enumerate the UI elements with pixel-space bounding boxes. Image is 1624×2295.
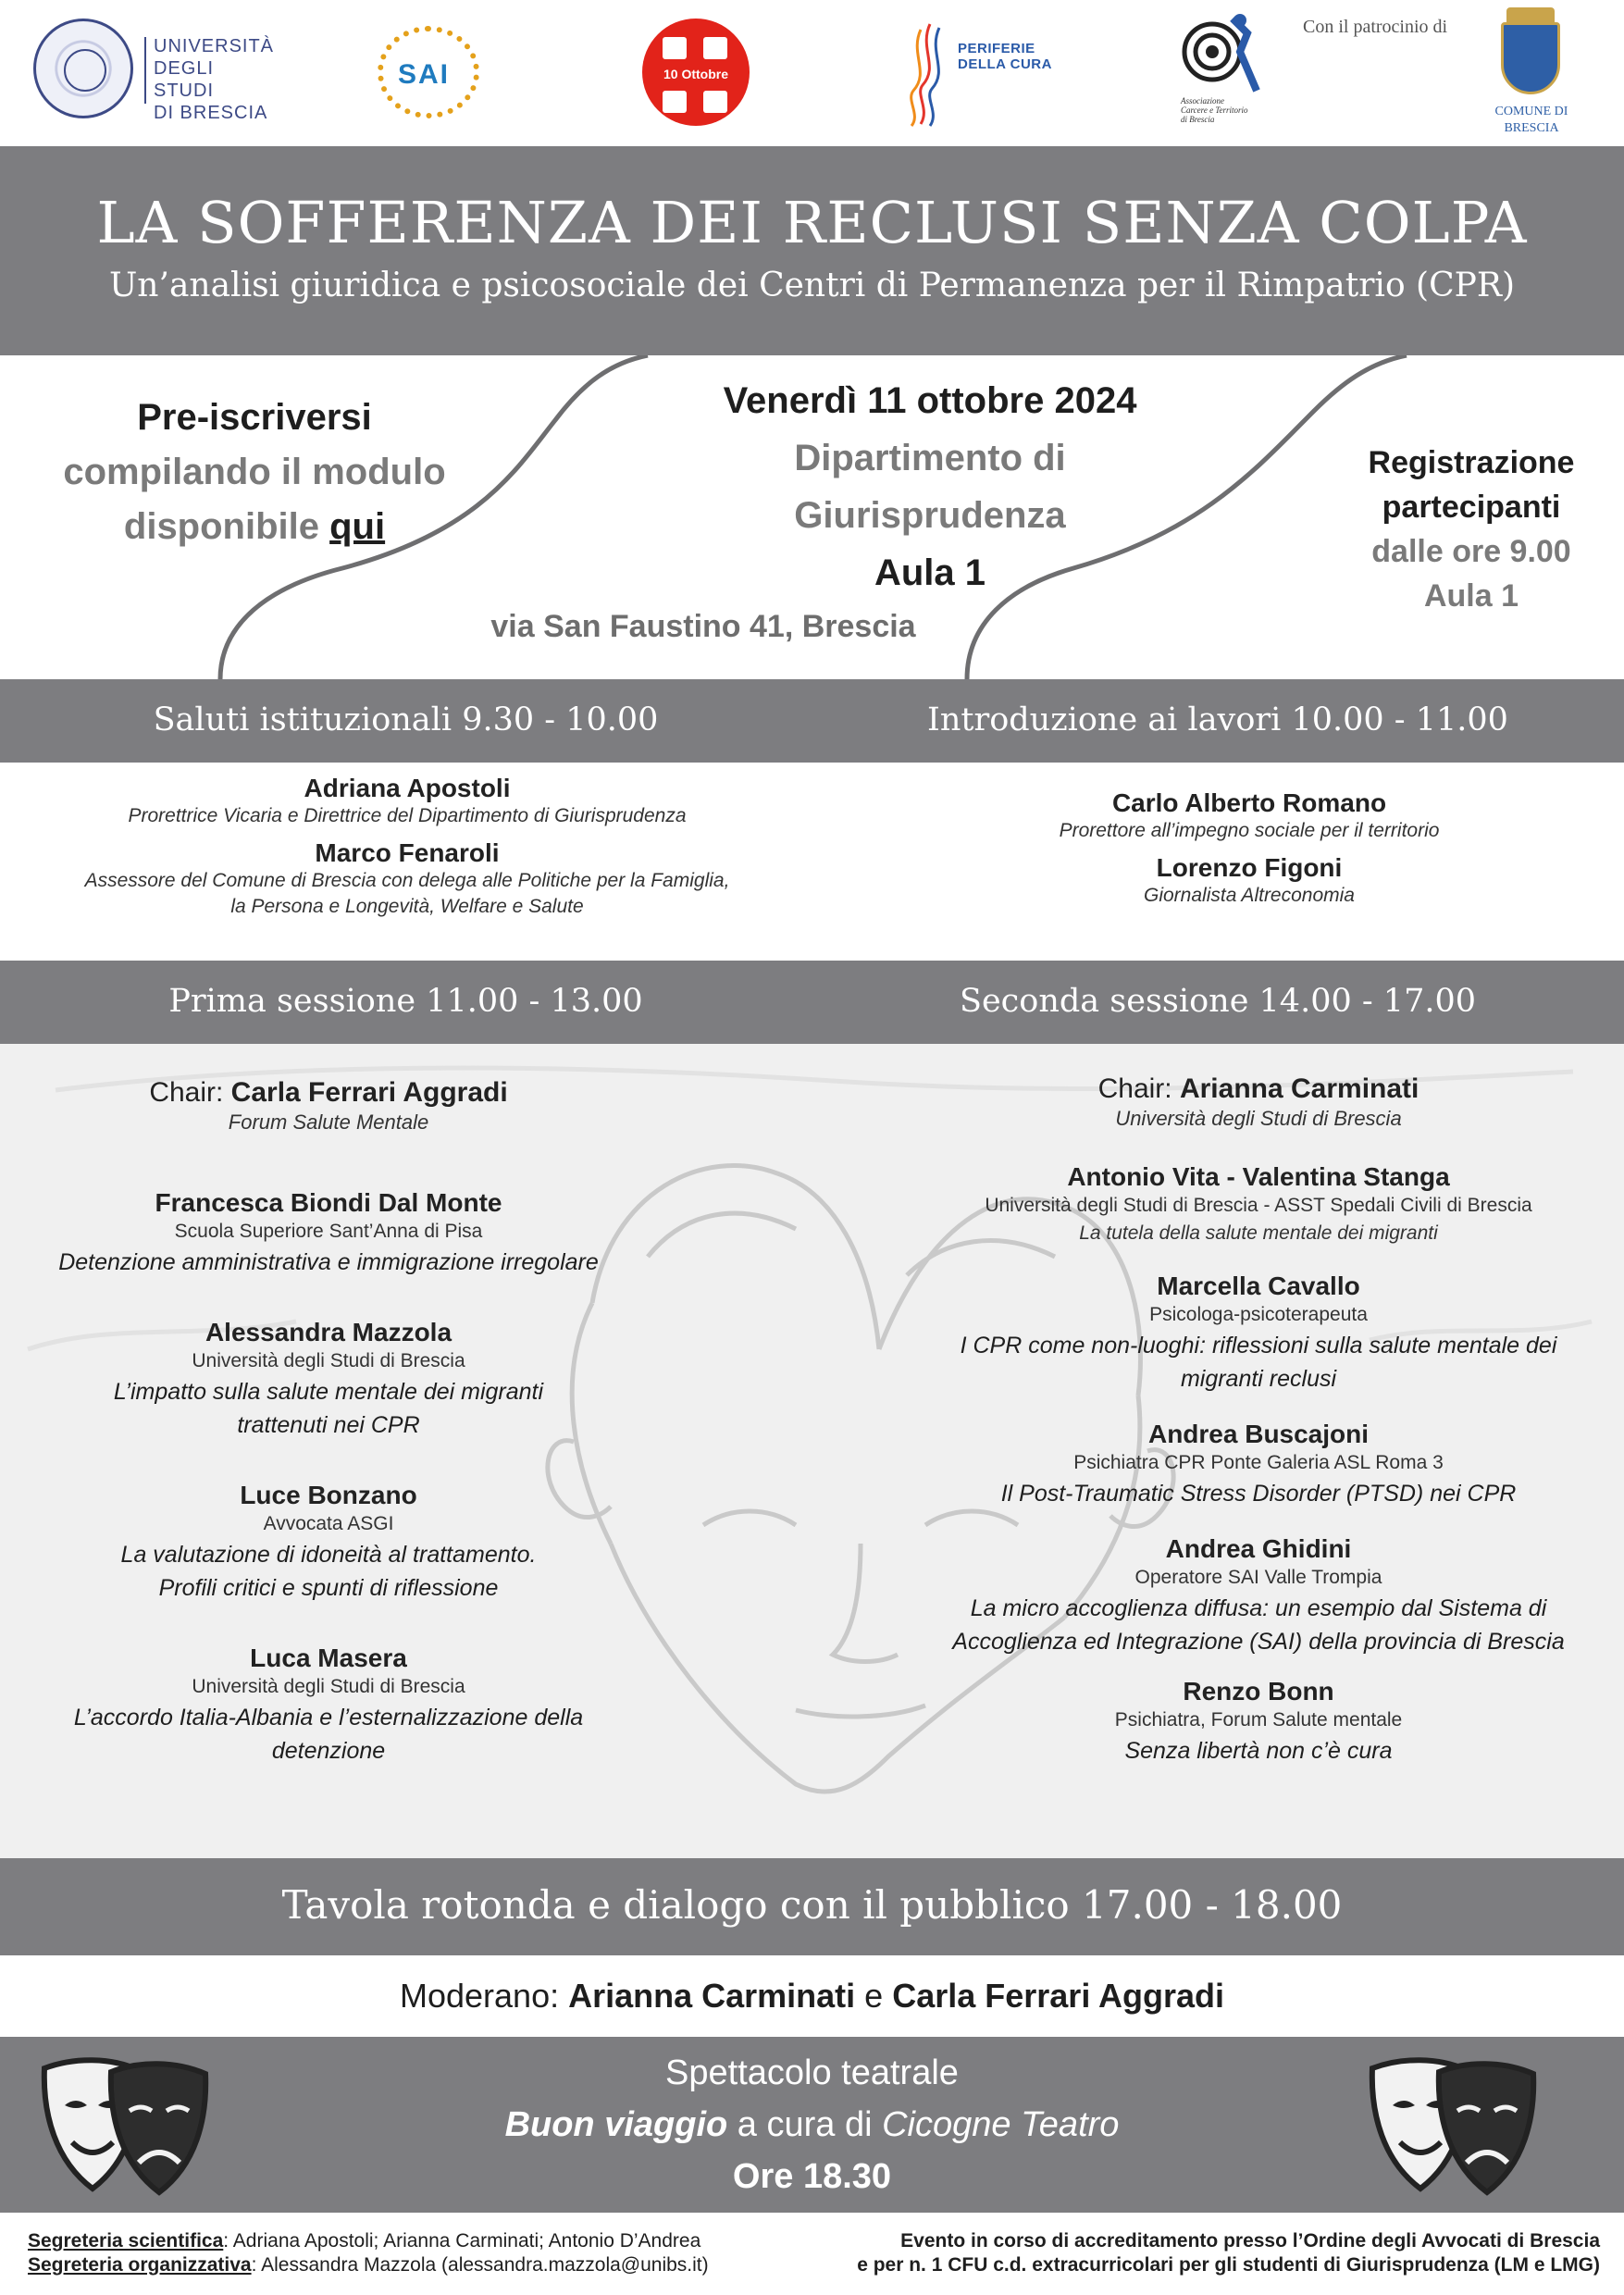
university-seal-icon bbox=[33, 19, 133, 118]
accreditation-line-2: e per n. 1 CFU c.d. extracurricolari per gli studenti di Giurisprudenza (LM e LMG) bbox=[857, 2254, 1600, 2276]
chair-name: Carla Ferrari Aggradi bbox=[230, 1077, 508, 1108]
carcere-line-2: Carcere e Territorio bbox=[1181, 105, 1248, 115]
speaker-affiliation: Giornalista Altreconomia bbox=[1144, 885, 1355, 906]
show-title: Buon viaggio bbox=[504, 2105, 728, 2144]
theatre-heading: Spettacolo teatrale bbox=[665, 2053, 959, 2092]
speaker-role: Operatore SAI Valle Trompia bbox=[1134, 1567, 1382, 1588]
periferie-text bbox=[958, 41, 1052, 72]
event-date: Venerdì 11 ottobre 2024 bbox=[723, 380, 1137, 421]
chair-affiliation: Università degli Studi di Brescia bbox=[1115, 1107, 1402, 1130]
scientific-value: : Adriana Apostoli; Arianna Carminati; Antonio D’Andrea bbox=[223, 2230, 701, 2252]
round-table-heading: Tavola rotonda e dialogo con il pubblico 17.00 - 18.00 bbox=[281, 1882, 1343, 1928]
comune-line-1: COMUNE DI bbox=[1494, 105, 1568, 118]
unibs-logo bbox=[33, 19, 275, 123]
organizing-value: : Alessandra Mazzola (alessandra.mazzola@unibs.it) bbox=[251, 2254, 709, 2276]
moderator-name: Carla Ferrari Aggradi bbox=[892, 1977, 1224, 2015]
band-sessions bbox=[0, 961, 1624, 1044]
ten-october-logo bbox=[642, 19, 750, 126]
accreditation-line-1: Evento in corso di accreditamento presso l’Ordine degli Avvocati di Brescia bbox=[900, 2230, 1600, 2252]
ten-october-icon bbox=[663, 91, 687, 113]
sessions-area bbox=[0, 1044, 1624, 1858]
speaker-role: Avvocata ASGI bbox=[263, 1513, 394, 1534]
speaker-name: Marco Fenaroli bbox=[315, 838, 500, 867]
chair-label: Chair: bbox=[1097, 1073, 1180, 1104]
scientific-label: Segreteria scientifica bbox=[28, 2230, 224, 2252]
list-item bbox=[37, 1318, 620, 1442]
talk-title: La tutela della salute mentale dei migranti bbox=[1079, 1222, 1438, 1244]
chair-name: Arianna Carminati bbox=[1179, 1073, 1419, 1104]
session1-list bbox=[37, 1077, 620, 1768]
comune-text bbox=[1484, 104, 1579, 137]
speaker-role: Università degli Studi di Brescia bbox=[192, 1350, 465, 1371]
periferie-line-2: DELLA CURA bbox=[958, 56, 1052, 72]
comune-line-2: BRESCIA bbox=[1504, 121, 1559, 135]
speaker-name: Andrea Buscajoni bbox=[1147, 1420, 1370, 1448]
speaker-affiliation: Assessore del Comune di Brescia con delega alle Politiche per la Famiglia, bbox=[84, 870, 730, 891]
list-item bbox=[916, 1677, 1601, 1768]
talk-title: Accoglienza ed Integrazione (SAI) della provincia di Brescia bbox=[952, 1629, 1565, 1655]
organizing-label: Segreteria organizzativa bbox=[28, 2254, 252, 2276]
page-subtitle: Un’analisi giuridica e psicosociale dei Centri di Permanenza per il Rimpatrio (CPR) bbox=[108, 267, 1516, 304]
speaker-name: Francesca Biondi Dal Monte bbox=[155, 1188, 502, 1217]
registration-room: Aula 1 bbox=[1423, 578, 1519, 614]
patrocinio-label: Con il patrocinio di bbox=[1303, 17, 1448, 37]
unibs-logo-text bbox=[154, 35, 274, 124]
list-item bbox=[37, 1481, 620, 1605]
talk-title: Profili critici e spunti di riflessione bbox=[158, 1575, 499, 1601]
sai-logo bbox=[370, 20, 490, 122]
logo-bar bbox=[0, 0, 1624, 146]
talk-title: Senza libertà non c’è cura bbox=[1124, 1738, 1393, 1764]
intro-heading: Introduzione ai lavori 10.00 - 11.00 bbox=[927, 701, 1508, 738]
talk-title: detenzione bbox=[271, 1738, 386, 1764]
greetings-heading: Saluti istituzionali 9.30 - 10.00 bbox=[153, 701, 659, 738]
sai-logo-text: SAI bbox=[398, 59, 451, 90]
speaker-name: Alessandra Mazzola bbox=[205, 1318, 452, 1346]
ten-october-text: 10 Ottobre bbox=[663, 67, 728, 81]
talk-title: La valutazione di idoneità al trattamento. bbox=[120, 1542, 537, 1568]
footer-secretariat bbox=[28, 2229, 709, 2277]
registration-time: dalle ore 9.00 bbox=[1371, 534, 1571, 569]
comune-brescia-logo bbox=[1490, 7, 1573, 143]
talk-title: Il Post-Traumatic Stress Disorder (PTSD) nei CPR bbox=[1000, 1481, 1517, 1507]
carcere-territorio-logo bbox=[1175, 11, 1268, 131]
carcere-line-1: Associazione bbox=[1181, 96, 1224, 105]
footer-accreditation bbox=[857, 2229, 1600, 2277]
speaker-role: Università degli Studi di Brescia - ASST Spedali Civili di Brescia bbox=[985, 1195, 1532, 1216]
footer bbox=[0, 2213, 1624, 2295]
speaker-role: Psicologa-psicoterapeuta bbox=[1149, 1304, 1368, 1325]
list-item bbox=[916, 1162, 1601, 1247]
spiral-figure-icon bbox=[1175, 11, 1268, 96]
speaker-affiliation: Prorettore all’impegno sociale per il territorio bbox=[1059, 820, 1440, 841]
talk-title: migranti reclusi bbox=[1180, 1366, 1337, 1392]
intro-list bbox=[925, 788, 1573, 909]
preregister-text: compilando il modulo bbox=[63, 452, 446, 492]
talk-title: La micro accoglienza diffusa: un esempio dal Sistema di bbox=[970, 1595, 1547, 1621]
show-by: a cura di bbox=[727, 2105, 883, 2144]
ten-october-icon bbox=[703, 37, 727, 59]
chair-affiliation: Forum Salute Mentale bbox=[228, 1110, 429, 1134]
speaker-name: Andrea Ghidini bbox=[1165, 1534, 1352, 1563]
speaker-role: Psichiatra CPR Ponte Galeria ASL Roma 3 bbox=[1073, 1452, 1444, 1473]
show-company: Cicogne Teatro bbox=[882, 2105, 1120, 2144]
carcere-text bbox=[1181, 96, 1273, 124]
speaker-name: Adriana Apostoli bbox=[304, 774, 511, 802]
title-banner bbox=[0, 146, 1624, 355]
scientific-secretariat bbox=[28, 2229, 709, 2253]
talk-title: L’accordo Italia-Albania e l’esternalizzazione della bbox=[73, 1705, 584, 1731]
moderators-label: Moderano: bbox=[399, 1977, 569, 2015]
registration-block bbox=[1314, 440, 1624, 618]
coat-of-arms-icon bbox=[1501, 22, 1560, 94]
speaker-name: Marcella Cavallo bbox=[1157, 1272, 1360, 1300]
talk-title: I CPR come non-luoghi: riflessioni sulla salute mentale dei bbox=[960, 1333, 1557, 1358]
ten-october-icon bbox=[703, 91, 727, 113]
speaker-role: Università degli Studi di Brescia bbox=[192, 1676, 465, 1697]
moderator-name: Arianna Carminati bbox=[568, 1977, 856, 2015]
unibs-line-1: UNIVERSITÀ bbox=[154, 36, 275, 56]
band-greetings-intro bbox=[0, 679, 1624, 763]
list-item bbox=[37, 1188, 620, 1279]
speaker-role: Psichiatra, Forum Salute mentale bbox=[1114, 1709, 1403, 1731]
periferie-logo bbox=[902, 20, 1060, 128]
list-item bbox=[37, 1644, 620, 1768]
event-room: Aula 1 bbox=[874, 552, 986, 593]
date-venue-block bbox=[648, 372, 1212, 602]
session2-chair bbox=[916, 1073, 1601, 1105]
speaker-affiliation: la Persona e Longevità, Welfare e Salute bbox=[230, 896, 584, 917]
event-info bbox=[0, 355, 1624, 679]
carcere-line-3: di Brescia bbox=[1181, 115, 1215, 124]
unibs-line-3: DI BRESCIA bbox=[154, 103, 268, 123]
preregistration-block bbox=[37, 391, 472, 554]
theatre-masks-icon bbox=[1365, 2050, 1541, 2202]
registration-heading-1: Registrazione bbox=[1368, 445, 1575, 480]
page-title: LA SOFFERENZA DEI RECLUSI SENZA COLPA bbox=[96, 189, 1528, 256]
session2-heading: Seconda sessione 14.00 - 17.00 bbox=[959, 983, 1477, 1020]
session2-list bbox=[916, 1073, 1601, 1768]
registration-heading-2: partecipanti bbox=[1382, 490, 1561, 525]
preregister-heading: Pre-iscriversi bbox=[137, 397, 372, 438]
talk-title: trattenuti nei CPR bbox=[237, 1412, 420, 1438]
moderators-conjunction: e bbox=[855, 1977, 893, 2015]
session1-chair bbox=[37, 1077, 620, 1109]
logo-divider bbox=[144, 37, 146, 104]
show-time: Ore 18.30 bbox=[732, 2157, 892, 2196]
theatre-banner bbox=[0, 2037, 1624, 2213]
talk-title: L’impatto sulla salute mentale dei migranti bbox=[113, 1379, 544, 1405]
speaker-name: Antonio Vita - Valentina Stanga bbox=[1067, 1162, 1450, 1191]
talk-title: Detenzione amministrativa e immigrazione irregolare bbox=[58, 1249, 599, 1275]
speaker-name: Luca Masera bbox=[250, 1644, 407, 1672]
organizing-secretariat bbox=[28, 2253, 709, 2277]
preregister-link[interactable]: qui bbox=[329, 506, 386, 547]
event-address: via San Faustino 41, Brescia bbox=[490, 609, 916, 644]
department-line-1: Dipartimento di bbox=[794, 438, 1066, 478]
speaker-name: Lorenzo Figoni bbox=[1156, 853, 1343, 882]
faces-profile-icon bbox=[902, 20, 958, 128]
list-item bbox=[916, 1534, 1601, 1658]
chair-label: Chair: bbox=[149, 1077, 231, 1108]
speaker-role: Scuola Superiore Sant’Anna di Pisa bbox=[174, 1221, 483, 1242]
unibs-line-2: DEGLI STUDI bbox=[154, 58, 215, 101]
session1-heading: Prima sessione 11.00 - 13.00 bbox=[168, 983, 643, 1020]
speaker-name: Carlo Alberto Romano bbox=[1111, 788, 1387, 817]
preregister-link-line bbox=[37, 500, 472, 554]
moderators-line bbox=[0, 1955, 1624, 2037]
preregister-prefix: disponibile bbox=[123, 506, 330, 547]
speaker-name: Luce Bonzano bbox=[240, 1481, 417, 1509]
periferie-line-1: PERIFERIE bbox=[958, 41, 1035, 56]
list-item bbox=[916, 1272, 1601, 1396]
department-line-2: Giurisprudenza bbox=[794, 495, 1066, 536]
greetings-list bbox=[37, 774, 777, 920]
speaker-affiliation: Prorettrice Vicaria e Direttrice del Dipartimento di Giurisprudenza bbox=[128, 805, 687, 826]
speaker-name: Renzo Bonn bbox=[1183, 1677, 1334, 1706]
list-item bbox=[916, 1420, 1601, 1510]
ten-october-icon bbox=[663, 37, 687, 59]
round-table-banner bbox=[0, 1858, 1624, 1955]
